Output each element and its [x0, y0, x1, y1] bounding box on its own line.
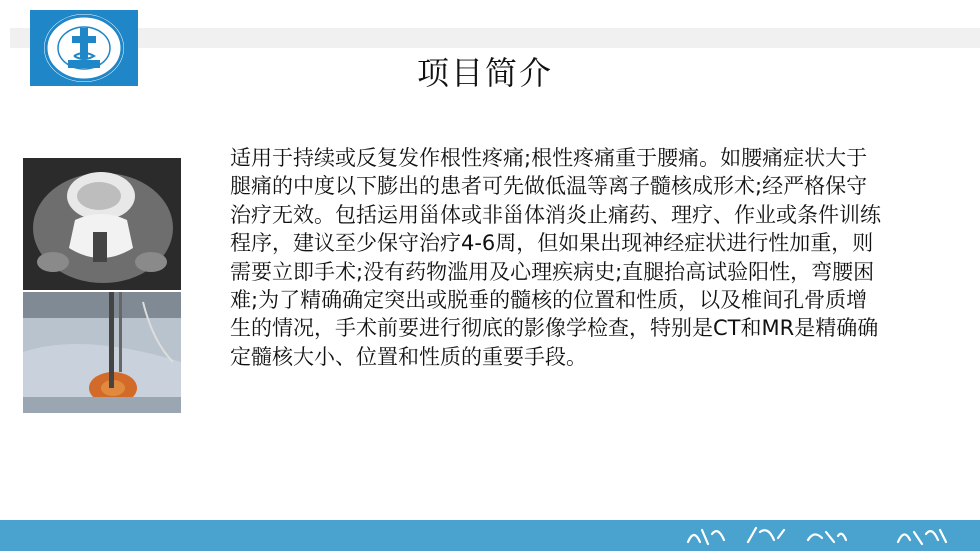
footer-band — [0, 520, 980, 551]
description-paragraph: 适用于持续或反复发作根性疼痛;根性疼痛重于腰痛。如腰痛症状大于腿痛的中度以下膨出的患者可先做低温等离子髓核成形术;经严格保守治疗无效。包括运用甾体或非甾体消炎止痛药、理疗、作业或条件训练程序，建议至少保守治疗4-6周，但如果出现神经症状进行性加重，则需要立即手术;没有药物滥用及心理疾病史;直腿抬高试验阳性，弯腰困难;为了精确确定突出或脱垂的髓核的位置和性质，以及椎间孔骨质增生的情况，手术前要进行彻底的影像学检查，特别是CT和MR是精确确定髓核大小、位置和性质的重要手段。 — [230, 146, 881, 369]
page-title: 项目简介 — [417, 54, 554, 92]
logo-badge — [44, 14, 124, 82]
ct-scan-image — [23, 158, 181, 290]
surgery-photo — [23, 292, 181, 413]
header-band — [10, 28, 980, 48]
